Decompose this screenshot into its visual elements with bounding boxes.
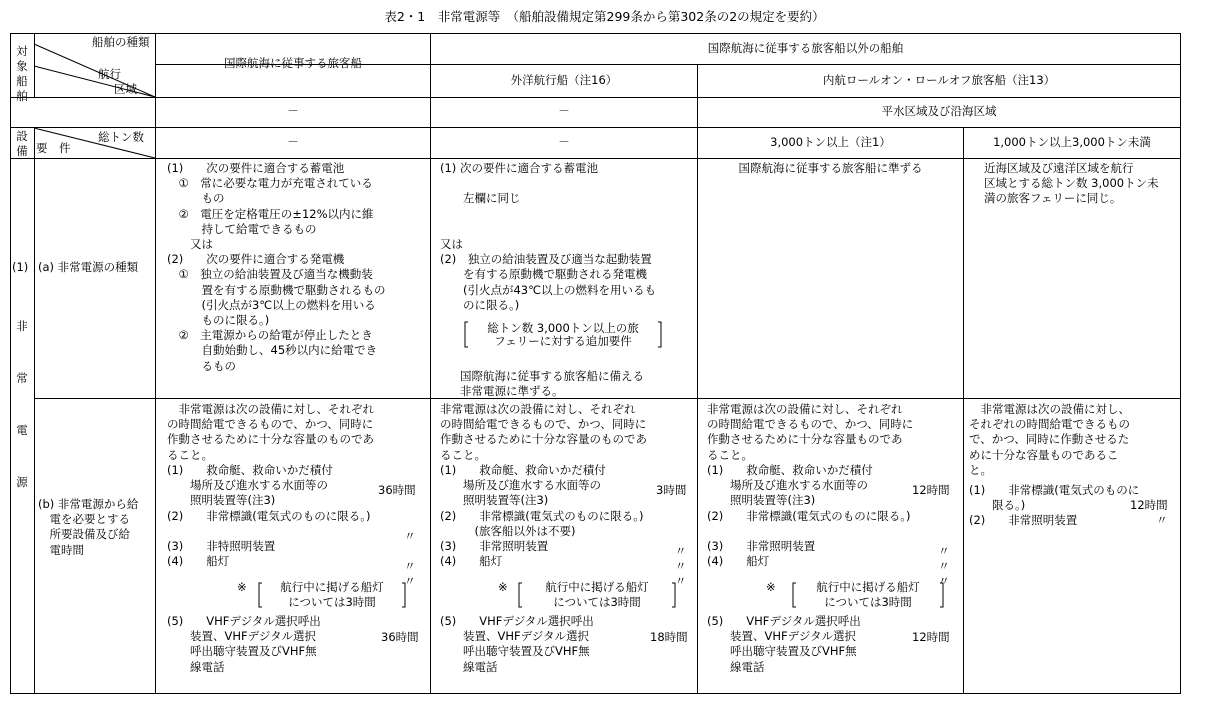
row-b-col4-times: 12時間 〃 (1130, 498, 1168, 528)
section-number: (1) (12, 260, 29, 274)
bracket-left-col1 (259, 583, 262, 607)
bracket-left-col3 (793, 583, 796, 607)
target-ship-label: 対 象 船 舶 (16, 44, 28, 103)
bracket-right-col2a (658, 322, 661, 347)
bracket-left-col2 (519, 583, 522, 607)
route-label-2: 区域 (114, 82, 137, 96)
header-other-ships: 国際航海に従事する旅客船以外の船舶 (707, 41, 904, 55)
row-b-col1-note: 航行中に掲げる船灯 については3時間 (280, 580, 384, 610)
row-b-col1-item5-time: 36時間 (381, 630, 419, 644)
row-b-col3-times: 12時間 〃 〃 〃 (912, 483, 950, 589)
equipment-label: 設 備 (16, 129, 28, 158)
row-b-col3-intro: 非常電源は次の設備に対し、それぞれ の時間給電できるもので、かつ、同時に 作動させるために十分な容量ものであ ること。 (707, 402, 914, 462)
row-a-col2-bottom: 国際航海に従事する旅客船に備える 非常電源に準ずる。 (460, 369, 644, 399)
header-intl-passenger: 国際航海に従事する旅客船 (224, 56, 362, 70)
section-title-vertical: 非 常 電 源 (16, 319, 28, 489)
row-b-label: (b) 非常電源から給 電を必要とする 所要設備及び給 電時間 (38, 497, 139, 557)
row-a-col4: 近海区域及び遠洋区域を航行 区域とする総トン数 3,000トン未 満の旅客フェリーに同じ。 (984, 161, 1159, 206)
row-b-col1-times: 36時間 〃 〃 〃 (378, 483, 416, 589)
row-b-col2-intro: 非常電源は次の設備に対し、それぞれ の時間給電できるもので、かつ、同時に 作動させるために十分な容量のものであ ること。 (440, 402, 647, 462)
dash-cell-3: － (287, 135, 299, 149)
row-b-col2-note: 航行中に掲げる船灯 については3時間 (545, 580, 649, 610)
dash-cell-2: － (558, 104, 570, 118)
smooth-coastal-cell: 平水区域及び沿海区域 (881, 104, 997, 118)
row-b-col3-items: (1) 救命艇、救命いかだ積付 場所及び進水する水面等の 照明装置等(注3) (2) 非常標識(電気式のものに限る。) (3) 非常照明装置 (4) 船灯 (707, 463, 911, 569)
note-mark-1: ※ (237, 580, 247, 594)
row-a-label: (a) 非常電源の種類 (38, 260, 139, 274)
requirements-label: 要 件 (36, 141, 71, 155)
row-b-col4-items: (1) 非常標識(電気式のものに 限る。) (2) 非常照明装置 (969, 483, 1140, 528)
row-a-col3: 国際航海に従事する旅客船に準ずる (738, 161, 923, 175)
route-label-1: 航行 (98, 67, 121, 81)
row-b-col2-item5-time: 18時間 (650, 630, 688, 644)
row-a-col2-top: (1) 次の要件に適合する蓄電池 左欄に同じ 又は (2) 独立の給油装置及び適当な起動装置 を有する原動機で駆動される発電機 (引火点が43℃以上の燃料を用いるも のに限る。) (440, 161, 657, 312)
dash-cell-4: － (558, 135, 570, 149)
bracket-left-col2a (465, 322, 468, 347)
note-mark-3: ※ (766, 580, 776, 594)
tonnage-label: 総トン数 (98, 130, 144, 144)
table-title: 表2・1 非常電源等 （船舶設備規定第299条から第302条の2の規定を要約） (384, 9, 825, 24)
row-b-col4-intro: 非常電源は次の設備に対し、 それぞれの時間給電できるもの で、かつ、同時に作動させるた めに十分な容量ものであるこ と。 (969, 402, 1130, 477)
row-b-col2-items: (1) 救命艇、救命いかだ積付 場所及び進水する水面等の 照明装置等(注3) (2) 非常標識(電気式のものに限る。) (旅客船以外は不要) (3) 非常照明装置 (4) 船灯 (440, 463, 644, 569)
tonnage-3000-over: 3,000トン以上（注1） (770, 135, 891, 149)
row-b-col1-items: (1) 救命艇、救命いかだ積付 場所及び進水する水面等の 照明装置等(注3) (2) 非常標識(電気式のものに限る。) (3) 非特照明装置 (4) 船灯 (167, 463, 371, 569)
ship-type-label: 船舶の種類 (92, 35, 150, 49)
row-a-col1: (1) 次の要件に適合する蓄電池 ① 常に必要な電力が充電されている もの ② 電圧を定格電圧の±12%以内に維 持して給電できるもの 又は (2) 次の要件に適合する発電機 ① 独立の給油装置及び適当な機動装 置を有する原動機で駆動されるもの (引火点が3℃以上の燃料を用いる ものに限る。) ② 主電源からの給電が停止したとき 自動始動し、45秒以内に給電でき るもの (167, 161, 386, 373)
row-b-col3-item5-time: 12時間 (912, 630, 950, 644)
note-mark-2: ※ (498, 580, 508, 594)
row-b-col2-item5: (5) VHFデジタル選択呼出 装置、VHFデジタル選択 呼出聴守装置及びVHF無 線電話 (440, 614, 594, 674)
tonnage-1000-3000: 1,000トン以上3,000トン未満 (993, 135, 1151, 149)
row-b-col2-times: 3時間 〃 〃 〃 (656, 483, 687, 589)
row-b-col1-item5: (5) VHFデジタル選択呼出 装置、VHFデジタル選択 呼出聴守装置及びVHF無 線電話 (167, 614, 321, 674)
row-a-col2-bracket-note: 総トン数 3,000トン以上の旅 フェリーに対する追加要件 (487, 321, 639, 348)
row-b-col1-intro: 非常電源は次の設備に対し、それぞれ の時間給電できるもので、かつ、同時に 作動させるために十分な容量のものであ ること。 (167, 402, 374, 462)
row-b-col3-note: 航行中に掲げる船灯 については3時間 (816, 580, 920, 610)
row-b-col3-item5: (5) VHFデジタル選択呼出 装置、VHFデジタル選択 呼出聴守装置及びVHF無 線電話 (707, 614, 861, 674)
header-roro: 内航ロールオン・ロールオフ旅客船（注13） (822, 73, 1056, 87)
dash-cell-1: － (287, 104, 299, 118)
header-ocean-ship: 外洋航行船（注16） (510, 73, 618, 87)
